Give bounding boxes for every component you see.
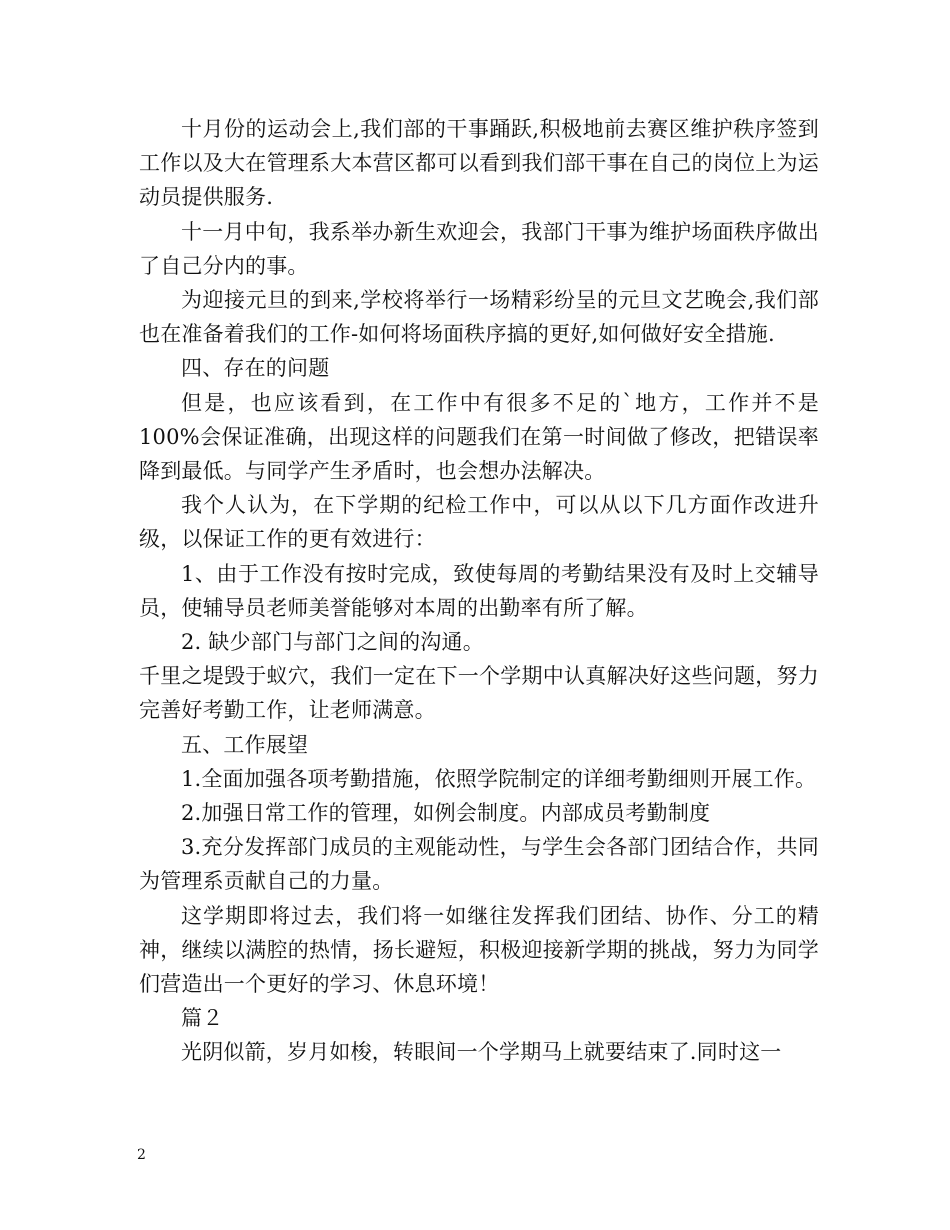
paragraph-new-year-gala: 为迎接元旦的到来,学校将举行一场精彩纷呈的元旦文艺晚会,我们部也在准备着我们的工作-如何将场面秩序搞的更好,如何做好安全措施. <box>139 288 819 347</box>
paragraph-personal-view: 我个人认为，在下学期的纪检工作中，可以从以下几方面作改进升级，以保证工作的更有效进行： <box>139 493 819 552</box>
document-body <box>139 112 819 1070</box>
paragraph-part-2-intro: 光阴似箭，岁月如梭，转眼间一个学期马上就要结束了.同时这一 <box>181 1040 782 1065</box>
list-item-outlook-1: 1.全面加强各项考勤措施，依照学院制定的详细考勤细则开展工作。 <box>181 766 817 791</box>
list-item-outlook-3: 3.充分发挥部门成员的主观能动性，与学生会各部门团结合作，共同为管理系贡献自己的力量。 <box>139 835 819 894</box>
section-heading-outlook: 五、工作展望 <box>181 732 309 757</box>
paragraph-welcome-party: 十一月中旬，我系举办新生欢迎会，我部门干事为维护场面秩序做出了自己分内的事。 <box>139 219 819 278</box>
paragraph-closing: 这学期即将过去，我们将一如继往发挥我们团结、协作、分工的精神，继续以满腔的热情，扬长避短，积极迎接新学期的挑战，努力为同学们营造出一个更好的学习、休息环境！ <box>139 903 819 997</box>
list-item-problem-2: 2. 缺少部门与部门之间的沟通。 <box>181 630 484 655</box>
list-item-outlook-2: 2.加强日常工作的管理，如例会制度。内部成员考勤制度 <box>181 801 711 826</box>
list-item-problem-1: 1、由于工作没有按时完成，致使每周的考勤结果没有及时上交辅导员，使辅导员老师美誉能够对本周的出勤率有所了解。 <box>139 561 819 620</box>
paragraph-resolution: 千里之堤毁于蚁穴，我们一定在下一个学期中认真解决好这些问题，努力完善好考勤工作，让老师满意。 <box>139 664 819 723</box>
section-heading-part-2: 篇２ <box>181 1006 224 1031</box>
page-number: 2 <box>137 1147 146 1163</box>
paragraph-sports-meet: 十月份的运动会上,我们部的干事踊跃,积极地前去赛区维护秩序签到工作以及大在管理系大本营区都可以看到我们部干事在自己的岗位上为运动员提供服务. <box>139 117 819 210</box>
paragraph-shortcomings: 但是，也应该看到，在工作中有很多不足的`地方，工作并不是100%会保证准确，出现这样的问题我们在第一时间做了修改，把错误率降到最低。与同学产生矛盾时，也会想办法解决。 <box>139 390 819 484</box>
section-heading-problems: 四、存在的问题 <box>181 356 330 381</box>
